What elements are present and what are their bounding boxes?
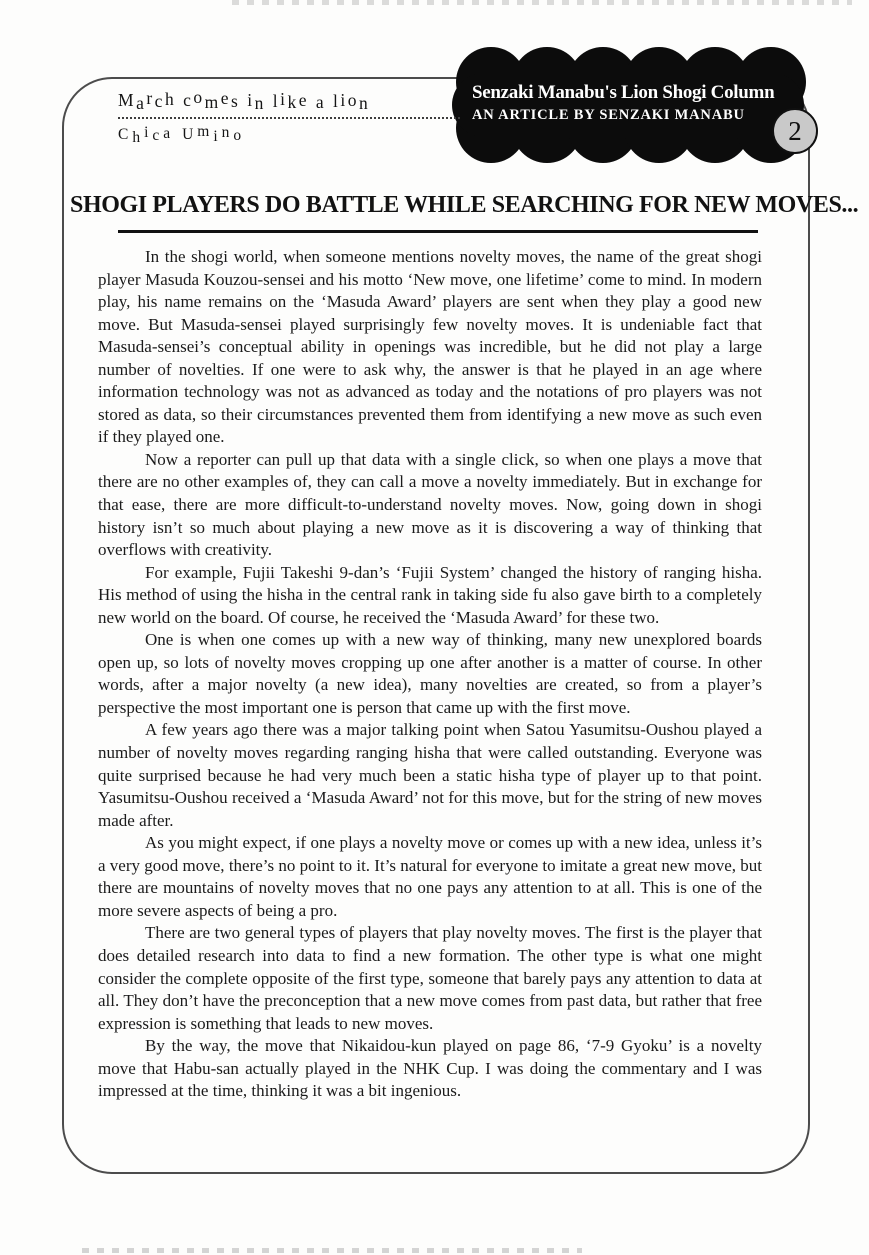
series-title: March comes in like a lion bbox=[118, 87, 371, 113]
column-banner bbox=[450, 47, 806, 163]
article-paragraph: There are two general types of players that play novelty moves. The first is the player that does detailed research into data to find a new formation. The other type is what one might consider the complete opposite of the first type, someone that barely pays any attention to data at all. They don’t have the preconception that a new move comes from past data, but rather that free expression is something that leads to new moves. bbox=[98, 923, 762, 1033]
series-logo bbox=[118, 87, 460, 146]
scan-artifact-bottom bbox=[82, 1248, 582, 1253]
article-paragraph: A few years ago there was a major talking point when Satou Yasumitsu-Oushou played a number of novelty moves regarding ranging hisha that were called outstanding. Everyone was quite surprised because he had very much been a static hisha type of player up to that point. Yasumitsu-Oushou received a ‘Masuda Award’ not for this move, but for the string of new moves made after. bbox=[98, 720, 762, 830]
column-title: Senzaki Manabu's Lion Shogi Column bbox=[472, 82, 775, 103]
page-number-badge: 2 bbox=[772, 108, 818, 154]
article-paragraph: One is when one comes up with a new way of thinking, many new unexplored boards open up, so lots of novelty moves cropping up one after another is a matter of course. In other words, after a major novelty (a new idea), many novelties are created, so from a player’s perspective the most important one is person that came up with the first move. bbox=[98, 630, 762, 717]
article-paragraph: By the way, the move that Nikaidou-kun played on page 86, ‘7-9 Gyoku’ is a novelty move that Habu-san actually played in the NHK Cup. I was doing the commentary and I was impressed at the time, thinking it was a bit ingenious. bbox=[98, 1036, 762, 1101]
article-paragraph: Now a reporter can pull up that data with a single click, so when one plays a move that there are no other examples of, they can call a move a novelty immediately. But in exchange for that ease, there are more difficult-to-understand novelty moves. Now, going down in shogi history isn’t so much about playing a new move as it is discovering a way of thinking that overflows with creativity. bbox=[98, 449, 762, 560]
heading-underline bbox=[118, 230, 758, 233]
dotted-divider bbox=[118, 117, 460, 119]
column-banner-text bbox=[472, 82, 774, 124]
scan-artifact-top bbox=[232, 0, 852, 5]
article-paragraph: For example, Fujii Takeshi 9-dan’s ‘Fujii System’ changed the history of ranging hisha. His method of using the hisha in the central rank in taking side fu also gave birth to a completely new world on the board. Of course, he received the ‘Masuda Award’ for these two. bbox=[98, 562, 762, 627]
article-paragraph: As you might expect, if one plays a novelty move or comes up with a new idea, unless it’s a very good move, there’s no point to it. It’s natural for everyone to imitate a great new move, but there are mountains of novelty moves that no one pays any attention to at all. This is one of the more severe aspects of being a pro. bbox=[98, 833, 762, 920]
article-body bbox=[98, 246, 762, 1103]
column-subtitle: AN ARTICLE BY SENZAKI MANABU bbox=[472, 107, 745, 123]
series-author: Chica Umino bbox=[118, 123, 246, 146]
article-heading: SHOGI PLAYERS DO BATTLE WHILE SEARCHING FOR NEW MOVES... bbox=[70, 192, 859, 218]
article-paragraph: In the shogi world, when someone mentions novelty moves, the name of the great shogi player Masuda Kouzou-sensei and his motto ‘New move, one lifetime’ come to mind. In modern play, his name remains on the ‘Masuda Award’ players are sent when they play a good new move. But Masuda-sensei played surprisingly few novelty moves. It is undeniable fact that Masuda-sensei’s conceptual ability in openings was incredible, but he did not play a large number of novelties. If one were to ask why, the answer is that he played in an age where information technology was not as advanced as today and the notations of pro players was not stored as data, so their circumstances prevented them from identifying a new move as such even if they played one. bbox=[98, 247, 762, 447]
